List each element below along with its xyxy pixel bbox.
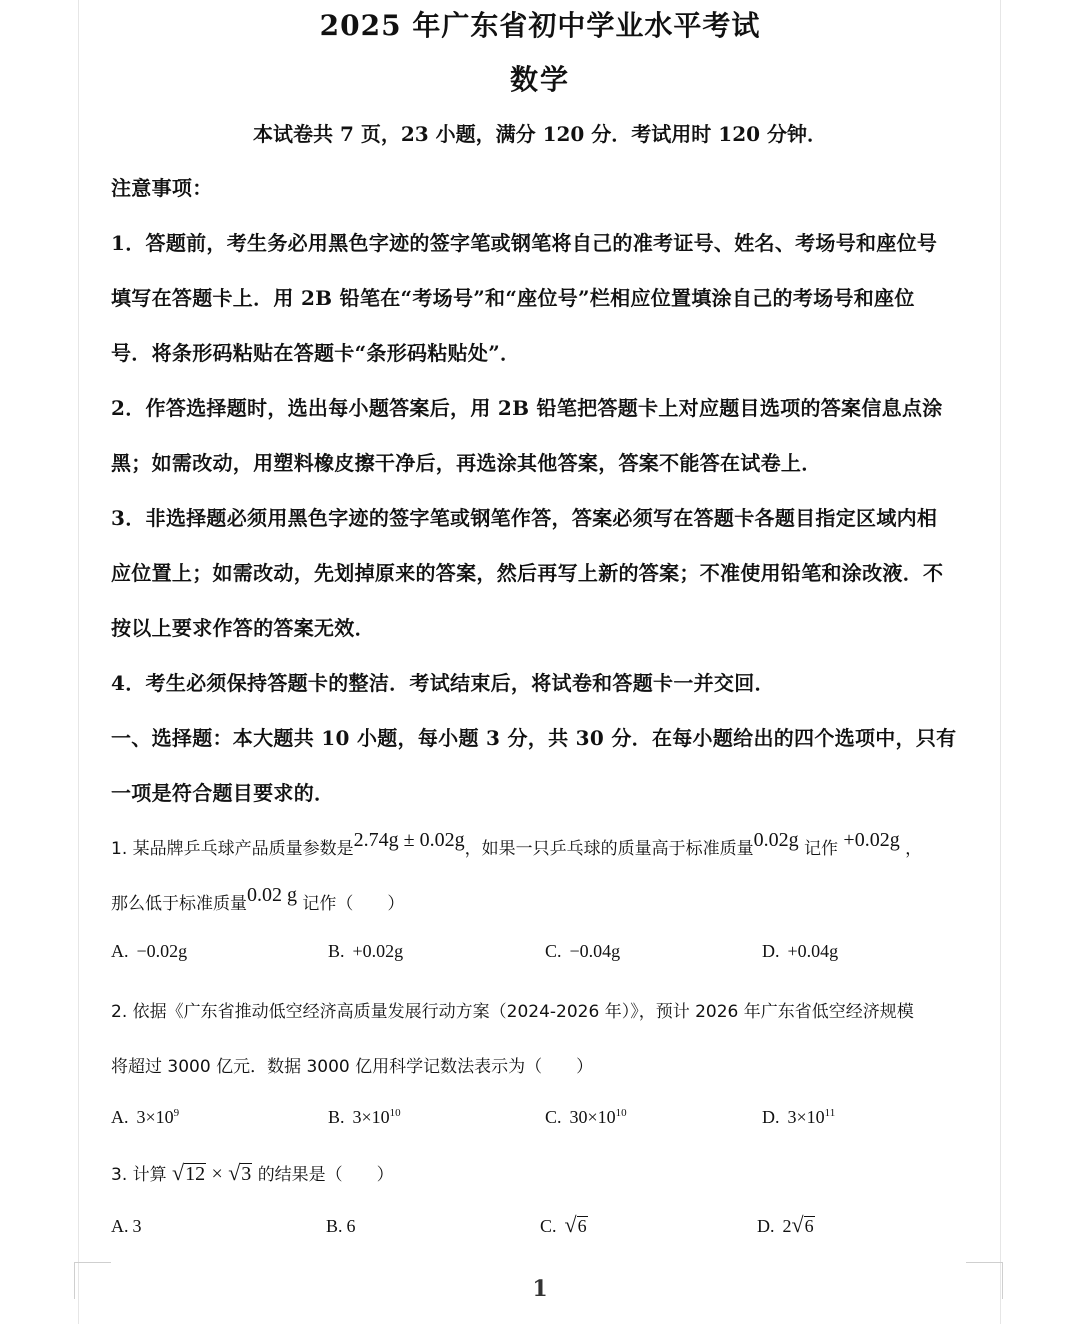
option-label: C.: [540, 1216, 557, 1236]
notes-line: 号．将条形码粘贴在答题卡“条形码粘贴处”．: [111, 341, 521, 365]
option-value: 3: [132, 1216, 142, 1236]
exam-title: 2025 年广东省初中学业水平考试: [319, 9, 761, 42]
q2-option-b: [328, 1107, 401, 1128]
notes-line: 4．考生必须保持答题卡的整洁．考试结束后，将试卷和答题卡一并交回．: [111, 671, 775, 695]
option-label: C.: [545, 941, 562, 961]
q1-text: ，如果一只乒乓球的质量高于标准质量: [464, 839, 754, 859]
option-label: A.: [111, 1216, 129, 1236]
option-exponent: 10: [389, 1107, 401, 1119]
option-value: 6: [346, 1216, 356, 1236]
radicand: 12: [185, 1163, 206, 1185]
option-value: +0.02g: [352, 941, 404, 961]
notes-heading: 注意事项：: [111, 176, 213, 200]
option-value: 3×10: [787, 1107, 825, 1127]
q1-formula: 2.74g ± 0.02g: [353, 829, 465, 851]
q1-text: 记作: [804, 839, 839, 859]
option-value: 3×10: [136, 1107, 174, 1127]
option-value: −0.02g: [136, 941, 188, 961]
option-exponent: 11: [824, 1107, 836, 1119]
option-label: A.: [111, 941, 129, 961]
option-label: B.: [328, 941, 345, 961]
q1-text: ，: [905, 839, 923, 859]
q3-option-d: D. 2√6: [757, 1212, 814, 1237]
q3-text: 3. 计算: [111, 1165, 167, 1185]
coefficient: 2: [782, 1216, 792, 1236]
option-label: B.: [326, 1216, 343, 1236]
question-1-line-1: [111, 829, 923, 860]
q1-option-b: [328, 941, 403, 962]
q3-option-a: [111, 1216, 142, 1237]
exam-info: 本试卷共 7 页，23 小题，满分 120 分．考试用时 120 分钟．: [253, 122, 827, 146]
option-value: 30×10: [569, 1107, 616, 1127]
notes-line: 1．答题前，考生务必用黑色字迹的签字笔或钢笔将自己的准考证号、姓名、考场号和座位号: [111, 231, 938, 255]
option-value: 3×10: [352, 1107, 390, 1127]
q3-option-c: C. √6: [540, 1212, 587, 1237]
radicand: 3: [241, 1163, 252, 1185]
q1-formula: +0.02g: [843, 829, 900, 851]
question-2-line-2: 将超过 3000 亿元．数据 3000 亿用科学记数法表示为（ ）: [111, 1057, 594, 1077]
radicand: 6: [804, 1216, 814, 1236]
q2-option-d: [762, 1107, 835, 1128]
q1-text: 1. 某品牌乒乓球产品质量参数是: [111, 839, 354, 859]
notes-line: 3．非选择题必须用黑色字迹的签字笔或钢笔作答，答案必须写在答题卡各题目指定区域内相: [111, 506, 938, 530]
notes-line: 按以上要求作答的答案无效．: [111, 616, 375, 640]
notes-line: 应位置上；如需改动，先划掉原来的答案，然后再写上新的答案；不准使用铅笔和涂改液．不: [111, 561, 944, 585]
option-value: +0.04g: [787, 941, 839, 961]
option-exponent: 9: [173, 1107, 180, 1119]
option-label: A.: [111, 1107, 129, 1127]
option-label: C.: [545, 1107, 562, 1127]
notes-line: 2．作答选择题时，选出每小题答案后，用 2B 铅笔把答题卡上对应题目选项的答案信息点涂: [111, 396, 943, 420]
q2-option-c: [545, 1107, 627, 1128]
option-label: B.: [328, 1107, 345, 1127]
section-heading-cont: 一项是符合题目要求的．: [111, 781, 335, 805]
page-edge-left: [78, 0, 79, 1324]
exam-subject: 数学: [509, 63, 570, 96]
q1-formula: 0.02g: [753, 829, 799, 851]
question-1-line-2: [111, 884, 405, 915]
option-label: D.: [757, 1216, 775, 1236]
notes-line: 黑；如需改动，用塑料橡皮擦干净后，再选涂其他答案，答案不能答在试卷上．: [111, 451, 822, 475]
option-label: D.: [762, 1107, 780, 1127]
sqrt-3: √3: [228, 1160, 252, 1185]
q3-option-b: [326, 1216, 356, 1237]
q1-option-d: [762, 941, 838, 962]
q1-text: 那么低于标准质量: [111, 894, 247, 914]
q1-option-c: [545, 941, 620, 962]
page-edge-right: [1000, 0, 1001, 1324]
page-number: 1: [532, 1276, 548, 1302]
question-3-line: [111, 1160, 394, 1186]
q2-option-a: [111, 1107, 179, 1128]
q1-text: 记作（ ）: [302, 894, 405, 914]
option-exponent: 10: [615, 1107, 627, 1119]
section-heading: 一、选择题：本大题共 10 小题，每小题 3 分，共 30 分．在每小题给出的四个选项中，只有: [111, 726, 957, 750]
sqrt-12: √12: [172, 1160, 206, 1185]
q1-formula: 0.02 g: [247, 884, 297, 906]
notes-line: 填写在答题卡上．用 2B 铅笔在“考场号”和“座位号”栏相应位置填涂自己的考场号和座位: [111, 286, 915, 310]
option-label: D.: [762, 941, 780, 961]
option-value: −0.04g: [569, 941, 621, 961]
question-2-line-1: 2. 依据《广东省推动低空经济高质量发展行动方案（2024-2026 年）》，预计 2026 年广东省低空经济规模: [111, 1002, 914, 1022]
times-sign: ×: [211, 1163, 223, 1185]
q3-text: 的结果是（ ）: [257, 1165, 394, 1185]
radicand: 6: [577, 1216, 587, 1236]
q1-option-a: [111, 941, 187, 962]
